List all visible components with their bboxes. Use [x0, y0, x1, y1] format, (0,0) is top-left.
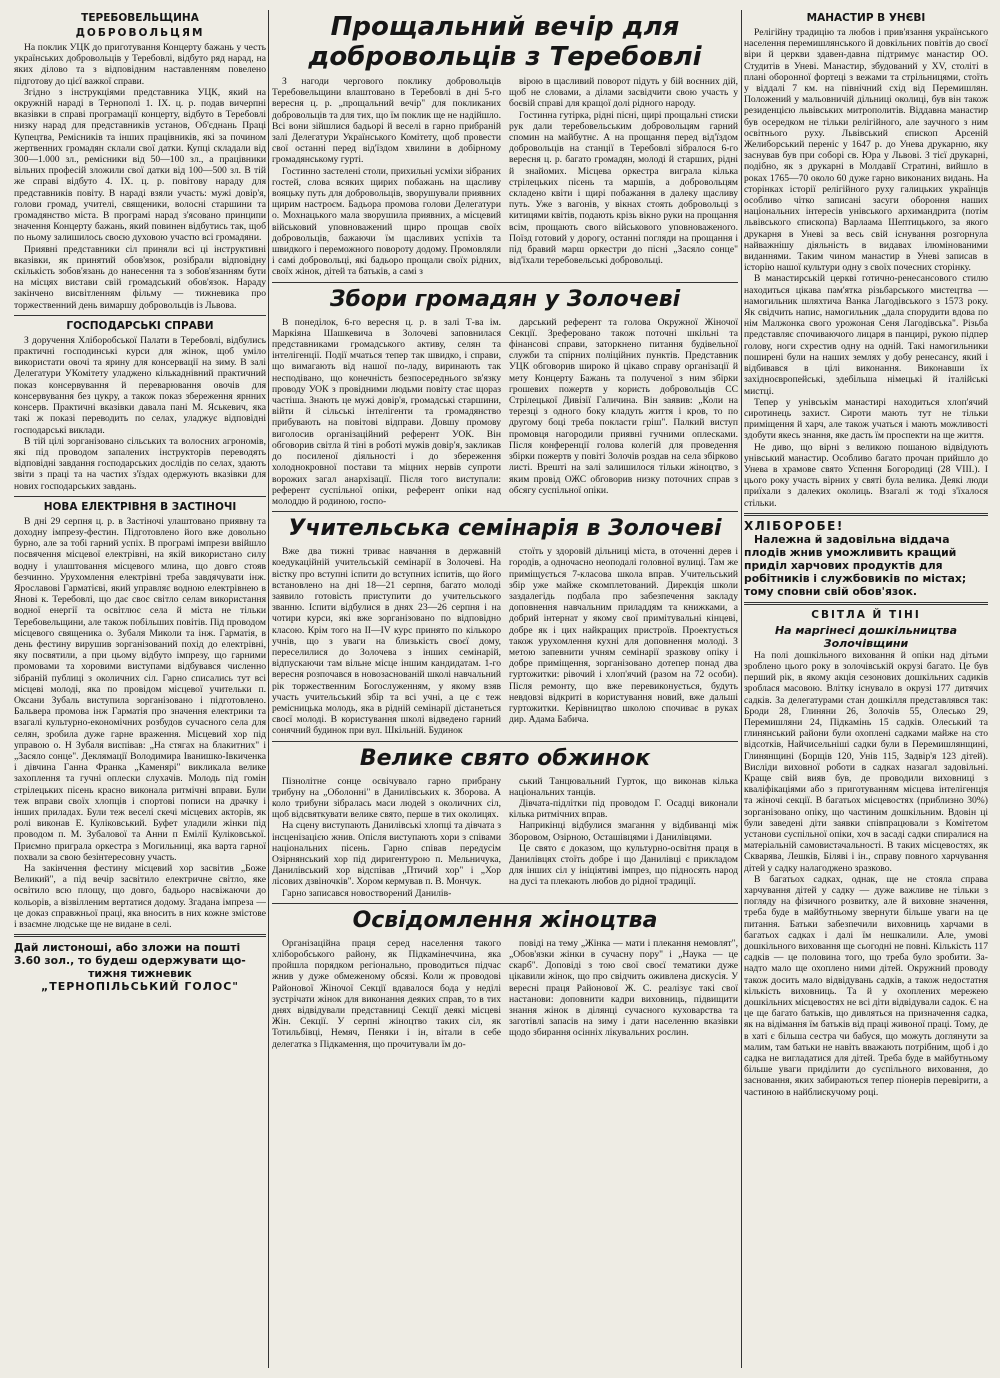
article-heading: Велике свято обжинок — [359, 745, 651, 771]
article-body — [272, 938, 738, 1050]
paragraph: Тепер у унівськім манастирі находиться хлоп'ячий сиротинець захист. Сироти мають тут не тільки приміщення й харч, але також учаться і мають можливості здобути якесь знання, яке дасть їм проспекти на ще життя. — [744, 396, 988, 442]
paragraph: повіді на тему „Жінка — мати і плекання немовлят", „Обов'язки жінки в сучасну пору" і „Наука — це скарб". Доповіді з тою свої своєї тематики дуже цікавили жінок, що про свідчить оживлена дискусія. У вересні праця Районової Ж. С. реалізує такі свої настанови: доповнити кадри виховниць, підвищити знання жінок в ділянці сучасного куховарства та заготівлі запасів на зиму і дати населенню вказівки щодо збирання осінніх лікувальних рослин. — [509, 937, 738, 1039]
article-body — [744, 27, 988, 509]
divider — [14, 496, 266, 497]
paragraph: Пізнолітне сонце освічувало гарно прибрану трибуну на „Оболонні" в Данилівських к. Зборова. А коло трибуни зібралась маси людей з околичних сіл, щоб відсвяткувати велике свято, перше в тих околицях. — [272, 775, 501, 821]
divider — [744, 513, 988, 516]
article-body — [14, 516, 266, 931]
paragraph: Гарно записався новостворений Данилів- — [282, 887, 452, 899]
article-heading: Учительська семінарія в Золочеві — [288, 516, 722, 542]
divider — [272, 511, 738, 512]
article-heading: Освідомлення жіноцтва — [352, 907, 658, 933]
paragraph: В дні 29 серпня ц. р. в Застіночі улаштовано приявну та доходну імпрезу-фестин. Підготовлено його вже довольно бурно, але за тобі гарний успіх. В програмі імпрези ввійшло посвячення місцевої електрівні, на якій використано силу водну і улаштовання місцевого млина, що довго стояв безчинно. Урухомлення електрівні треба завдячувати інж. Ярославові Гарматієві, який управляє водною електрівнею в Янові к. Теребовлі, що дає своє світло селам використання водної енергії та освітлює села й міста не тільки Теребовельщини, але також побільших повітів. Під проводом місцевого священика о. Зубаля Миколи та інж. Гарматія, в день фестину вирушив зорганізований похід до електрівні, яку посвятили, а при цьому відбуто імпрезу, що гарними промовами та хоровими виступами відбувався численно зібраній публиці з околичних сіл. Гарно списались тут всі місцеві молоді, яка по провідом місцевої учительки п. Оксани Зубаль виступила зорганізовано і підготовлено. Бальвера промова інж Гарматія про значення електрики та взагалі культурно-економічних розбудов сучасного села для селян, зробила дуже гарне враження. Місцевий хор під управою о. Н Зубаля виспівав: „На стягах на блакитних" і „Засяло сонце". Деклямації Володимира Іванишко-Івкиченка і дівчина Ганна Франка „Каменярі" викликала велике захоплення та гучні оплески слухачів. Молодь під гомін стрілецьких пісень красно виконала ритмічні вправи. Були теж вправи своїх хлопців і спортові пописи на драчку і інших приладах. Були теж веселі скечі місцевих акторів, як ролі виконав Е. Куліковський. Буфет уладили жінки під проводом п. М. Зубалової та Анни п Емілії Куліковської. Приємно приграла оркестра з Могильниці, яка варта гарної похвали за свою безінтересовну участь. — [14, 515, 266, 863]
appeal-title: ХЛІБОРОБЕ! — [744, 518, 844, 533]
paragraph: З доручення Хліборобської Палати в Теребовлі, відбулись практичні господинські курси для жінок, щоб уміло використати овочі та ярину для консервації на зиму. В залі Делегатури УКомітету уладжено кількаднівний практичний показ консервування й переварювання овочів для консервування без цукру, а також показ збереження ярнних консерв. Практичні вказівки давала пані М. Яськевич, яка такі ж показі переводить по селах, уладжує відповідні господарські виклади. — [14, 334, 266, 436]
divider — [272, 282, 738, 283]
paragraph: ський Танцювальний Гурток, що виконав кілька національних танців. — [509, 775, 738, 798]
paragraph: Гостинно застелені столи, прихильні усміхи зібраних гостей, слова всяких щирих побажань на щасливу вояцьку путь для добровольців, зворушували приявних щирим настроєм. Бадьора промова голови Делегатури о. Мохнацького мала зворушила приявних, а місцевий військовий уповноважений щиро прощав своїх добровольців, бажаючи їм щасливих успіхів та швидкого і переможного повороту додому. Промовляли і самі добровольці, які бадьоро прощали своїх рідних, своїх жінок, дітей та батьків, а самі з — [272, 165, 501, 278]
article-heading: ГОСПОДАРСЬКІ СПРАВИ — [66, 319, 214, 332]
paragraph: На сцену виступають Данилівські хлопці та дівчата з інсценізацією жнив. Опісля виступають хори з співами національних пісень. Гарно співав передусім Озірнянський хор під диригентурою п. Мельничука, Данилівський хор відспівав „Птичий хор" і „Хор лісових дзвіночків". Хором кермував п. В. Мончук. — [272, 820, 501, 888]
article-body — [744, 650, 988, 1098]
paragraph: Гостинна гутірка, рідні пісні, щирі прощальні стиски рук дали теребовельським добровольцям гарний спомин на майбутнє. А на прощання перед від'їздом добровольців на станції в Теребовлі зібралося 6-го вересня ц. р. багато громадян, молоді й старших, рідні й знайомих. Місцева оркестра виграла кілька стрілецьких пісень та маршів, а добровольцям складено квіти і щирі побажання в далеку щасливу путь. Уже з вагонів, у вікнах стоять добровольці з китицями квітів, подають крізь вікно руки на прощання всім, прощають свого військового уповноваженого. Поїзд готовий у дорогу, останні погляди на прощання і під бравий марш оркестри до пісні „Засяло сонце" від'їхали теребовельські добровольці. — [509, 109, 738, 267]
article-heading: Збори громадян у Золочеві — [329, 286, 681, 312]
notice-text: тижня тижневик — [88, 967, 192, 981]
paragraph: З нагоди чергового поклику добровольців Теребовельщини влаштовано в Теребовлі в дні 5-го вересня ц. р. „прощальний вечір" для покликаних добровольців та для тих, що їм поклик ще не надійшло. Всі вони зійшлися бадьорі й веселі в гарно прибраній залі Делегатури Українського Комітету, щоб провести свої останні перед від'їздом хвилини в добірному громадянському гурті. — [272, 76, 501, 166]
article-body — [272, 76, 738, 278]
paragraph: В багатьох садках, однак, ще не стояла справа харчування дітей у садку — дуже важливе не тільки з погляду на фізичного розвитку, але й виховне значення, треба буде в майбутньому звернути більше уваги на це питання. Батьки забезпечили виховниць харчами в багатьох садках і далі їм нешкалили. Але, умові дошкільного виховання ще сьогодні не повні. Кількість 117 садків — це половина того, що треба було зробити. За-надто мало ще охоплено ними дітей. Окружний проводу також досить мало відвідувань садків, а також недостатня кількість виховниць. Та й у охоплених мережею дошкільних місцевостях не всі діти відвідували садок. Є на це ще багато батьків, що дивляться на призначення садка, як на відімання їм батьків від праці живоної праці. Тому, де в хаті є більша сестра чи бабуся, що можуть доглянути за малим, там батьки не навіть вважають потрібним, щоб і до садка не вигладатися для дітей. Треба буде в майбутньому більше уваги приділити до суспільного виховання, до засновання, яких забираються тепер піонерів перевірити, а частиною в найблискучому році. — [744, 873, 988, 1098]
notice-text: Дай листоноші, або зложи на пошті 3.60 зол., то будеш одержувати що- — [14, 941, 246, 968]
paragraph: стоїть у здоровій дільниці міста, в оточенні дерев і городів, а одночасно неоподалі головної вулиці. Там же приміщується 7-класова школа вправ. Учительський збір уже майже скомплетований. Дирекція школи заздалегідь подбала про забезпечення закладу доповнення навчальним приладдям та книжками, а добрий інтернат у якому свої примітувальні кінцеві, добре як і цих найкращих пристроїв. Проектується також урухомлення кухні для доповнення молоді. З метою запевнити учням семінарії зразкову опіку і добре приміщення, зорганізовано дотепер понад два гуртожитки: рівочий і хлоп'ячий (разом на 72 особи). Після ремонту, що вже перевиконується, будуть невдовзі відкриті в користування новий, вже дальші гуртожитки. Керівництво школою спочиває в руках дир. Адама Бабича. — [509, 546, 738, 726]
column-divider — [268, 10, 269, 1368]
right-column — [744, 10, 988, 1370]
paragraph: дарський референт та голова Окружної Жіночої Секції. Зреферовано також поточні шкільні та фінансові справи, заторкнено питання будівельної служби та спірних поліційних пунктів. Представник УЦК обговорив широко й цікаво справу організації й мету Концерту Бажань та полученої з ним збірки грошевих пожертв у користь добровольців СС Стрілецької Дивізії Галичина. Він заявив: „Коли на терезці з одного боку кладуть життя і кров, то по другому боці треба покласти гріш". Палкий виступ промовця нагородили приявні гучними оплесками. Після конференції голова колегій для проведення збірки пожертв у повіті Золочів роздав на села збірково листі. Врешті на залі залишилося тільки жіноцтво, з яким провід ОЖС обговорив низку поточних справ з обсягу суспільної опіки. — [509, 316, 738, 496]
newspaper-name: „ТЕРНОПІЛЬСЬКИЙ ГОЛОС" — [40, 980, 240, 994]
article-body — [272, 776, 738, 899]
paragraph: Це свято є доказом, що культурно-освітня праця в Данилівцях стоїть добре і що Данилівці є прикладом для інших сіл у ініціятиві імпрез, що підносять народ на дусі та плекають любов до рідної традиції. — [509, 842, 738, 888]
article-body — [272, 546, 738, 736]
paragraph: На поклик УЦК до приготування Концерту бажань у честь українських добровольців у Теребовлі, відбуто ряд нарад, на яких ділово та з відповідним наставленням повелено підготову до цієї важкої справи. — [14, 42, 266, 87]
paragraph: В понеділок, 6-го вересня ц. р. в залі Т-ва ім. Маркіяна Шашкевича в Золочеві заповнилася представниками громадського активу, селян та інтелігенції. Події мчаться тепер так швидко, і справи, що вимагають від нашої по-ладу, виринають так несподівано, що конечність безпосереднього зв'язку проводу УОК з провідними людьми повіту стає щораз частіша. Знають це мужі довір'я, громадські старшини, війти й сільські інтелігенти та громадянство прибувають на повітові відправи. Довшу промову виголосив організаційний референт УОК. Він обговорив світла й тіні в роботі мужів довір'я, закликав до посиленої діяльності і до збереження холоднокровної постави та міцних нервів супроти ворожих загал анархізації. Після того виступали: референт суспільної опіки, референт опіки над молоддю й родиною, госпо- — [272, 316, 501, 507]
divider — [14, 315, 266, 316]
divider — [272, 903, 738, 904]
paragraph: Релігійну традицію та любов і прив'язання українського населення перемишлянського й довкільних повітів до своєї віри й церкви здавен-давна підтримує манастир ОО. Студитів в Уневі. Манастир, збудований у XV, століті в плані оборонної фортеці з вежами та стрільницями, стоїть у віддалі 7 км. на північний схід від Перемишлян. Положений у мальовничій дільниці околиці, був він також резиденцією львівських митрополитів. Віддавна манастир був осередком не тільки релігійного, але заучного з ним освітнього руху. Львівський єпископ Арсеній Желиборський переніс у 1647 р. до Унева друкарню, яку заснував був при соборі св. Юра у Львові. З тієї друкарні, подібно, як з друкарні в Молдавії Стратині, вийшло в роках 1765—70 около 60 дуже гарно виконаних видань. На сторінках історії релігійного руху галицьких українців особливо чітко записані засуги обороння наших національних інтересів унівського архимандрита (потім львівського єпископа) Варлаама Шептицького, за якого друкарня в Уневі за весь свій існування розгорнула найважнішу діяльність в видавах ілюмінованими виданнями. Таким чином манастир в Уневі записав в історію нашої культури одну з своїх почесних сторінку. — [744, 27, 988, 274]
subscription-notice — [14, 941, 266, 993]
paragraph: Вже два тижні триває навчання в державній коедукаційній учительській семінарії в Золочеві. На вістку про вступні іспити до вступних іспитів, що його встановлено на дні 18—21 серпня, багато молоді заявило готовість приступити до учительського званню. Іспити відбулися в днях 23—26 серпня і на чотири курси, які вже зорганізовано по відповідно класою. Крім того на II—IV курс принято по кількоро учнів, що з уваги на близькість своєї дому, переселилися до Золочева з інших семінарій, відпускаючи там вільне місце іншим кандидатам. 1-го вересня розпочався в новозаснованій школі навчальний рік торжественним Богослуженням, у якому взяв участь учительський збір та всі учні, а це є теж ремісницька молодь, яка в рідній семінарії дістанеться своєї молоді. В користування школі відведено гарний сонячний будинок при вул. Шкільній. Будинок — [272, 546, 501, 737]
paragraph: В тій цілі зорганізовано сільських та волосних агрономів, які під проводом запалених інструкторів переводять відповідні завдання господарських дослідів по селах, здають звіти з праці та на частих з'їздах одержують вказівки для нових господарських завдань. — [14, 435, 266, 492]
article-heading: Прощальний вечір для добровольців з Теребовлі — [308, 12, 702, 72]
article-heading: НОВА ЕЛЕКТРІВНЯ В ЗАСТІНОЧІ — [43, 500, 237, 513]
paragraph: На полі дошкільного виховання й опіки над дітьми зроблено цього року в золочівській окрузі багато. Це був перший рік, в якому акція сезонових дошкільних садиків зроблася масовою. Влітку існувало в окрузі 177 дитячих садків. За делегатурами стан дошкілля представлявся так: Броди 28, Глиняни 26, Золочів 55, Олесько 29, Перемишляни 24, Підкамінь 15 садків. Олеський та глинянський райони були охоплені садками майже на сто відсотків, Найчисельніші садки були в Перемишлянщині, Глинянщині (Борщів 120, Унів 115, Задвір'я 123 дітей). Висліди виховної роботи в садках назагал задовільні. Краще свій вияв був, де проводили виховниці з кваліфікаціями або з приготуванням місцева інтелігенція та жіночі секції. В багатьох місцевостях (приблизно 30%) зорганізовано опіку, що частиним дошкільним. Вдовін ці були заведені діти заявки співпрацювали з Комітетом установи суспільної опіки, хоч в засаді садки спиралися на матеріальній самовистачальності. В таких місцевостях, як Скварява, Лешків, Біляві і ін., справу повного харчування дітей у садку налагоджено зразково. — [744, 649, 988, 874]
column-divider — [741, 10, 742, 1368]
article-heading: МАНАСТИР В УНЄВІ — [806, 12, 926, 24]
divider — [744, 602, 988, 605]
article-subheading: ДОБРОВОЛЬЦЯМ — [75, 27, 205, 39]
middle-columns — [272, 10, 738, 1370]
paragraph: В манастирській церкві готично-ренесансового стилю находиться цікава пам'ятка різьбарського мистецтва — намогильник шляхтича Ванка Лагодівського з 1573 року. Як свідчить напис, намогильник „дала спорудити вдова по нім Малжонка свого урожоная Сеня Лагодівська". Різьба представляє спочиваючого лицаря в панцирі, рукою підпер голову, ноги схрестив одну на одній. Такі намогильники поширені були на наших землях у добу ренесансу, який і відбивався в цілі виконання. Виконавши їх західноєвропейські, здебільша німецькі й італійські мистці. — [744, 273, 988, 397]
divider — [14, 934, 266, 937]
paragraph: Організаційна праця серед населення такого хліборобського району, як Підкамінеччина, яка пройшла порядком регіонально, проводиться підчас жнив у дуже обмеженому обсязі. Коли ж проводові Районової Жіночої Секції вдавалося бода у неділі зустрічати жінок для виконання деяких справ, то в тих днях відвідували представниці Секції деякі місцеві Жін. Секції. У серпні жіноцтво таких сіл, як Тотильбівці, Немяч, Пеняки і ін, вітали в себе делегатка з Підкамення, що прочитували їм до- — [272, 937, 501, 1050]
article-body — [14, 42, 266, 311]
article-body — [14, 335, 266, 492]
farmer-appeal-box — [744, 520, 988, 598]
left-column — [14, 10, 266, 1370]
article-subheading: На маргінесі дошкільництва Золочівщини — [774, 623, 958, 650]
article-heading: ТЕРЕБОВЕЛЬЩИНА — [81, 12, 199, 24]
paragraph: Приявні представники сіл приняли всі ці інструктивні вказівки, як принятий обов'язок, розібрали відповідну скількість зобов'язань до нанесення та з зобов'язанням бути на місцях вистави свій громадський обов'язок. Нараду закінчено висвітленням фільму — тижневика про торжественний день вимаршу добровольців із Львова. — [14, 243, 266, 311]
paragraph: вірою в щасливий поворот підуть у бій воєнних дій, щоб не словами, а ділами засвідчити свою участь у боєвій справі для кращої долі рідного народу. — [509, 76, 738, 110]
article-heading: СВІТЛА Й ТІНІ — [811, 608, 921, 621]
paragraph: Згідно з інструкціями представника УЦК, який на окружній нараді в Тернополі 1. IX. ц. р. подав вичерпні вказівки в справі програмації концерту, відбуто в Теребовлі низку нарад для представників установ, Об'єднань Праці Купецтва, Ремісників та інших працівників, які за почином жертвенних громадян склали свої датки. Купці складали від 300—1.000 зл., ремісники від 50—100 зл., а працівники вільних професій зложили свої датки від 100—500 зл. В тій же справі відбуто 4. IX. ц. р. повітову нараду для представників повіту. В нараді взяли участь: мужі довір'я, голови громад, учителі, священики, волосні старшини та громадянство міста. В програмі нарад з'ясовано принципи значення Концерту бажань, який повинен відбутись так, щоб по ньому залишилось своєю духовою участю всі громадяни. — [14, 86, 266, 244]
divider — [272, 741, 738, 742]
paragraph: Не диво, що вірні з великою пошаною відвідують унівський манастир. Особливо багато прочан прийшло до Унева в храмове свято Успення Богородиці (28 VIII.). І цього року участь вірних у святі була велика. Деякі люди приїхали з далеких околиць. Взагалі ж тоді з'їхалося стільки. — [744, 441, 988, 509]
paragraph: На закінчення фестину місцевий хор засвітив „Боже Великий", а під вечір засвітило електричне світло, яке освітило всю площу, що довго, бадьоро насвіжаючи до кольорів, а візвілленим вертатися додому. Згадана імпреза — це доказ справжньої праці, яка вносить в них кожне змістове і взаємне людське ще не видане в селі. — [14, 863, 266, 931]
paragraph: Наприкінці відбулися змагання у відбиванці між Зборовом, Озірною, Осташівцями і Данилівцями. — [509, 820, 738, 843]
appeal-text: Належна й задовільна віддача плодів жнив уможливить кращий приділ харчових продуктів для робітників і службовиків по містах; тому сповни свій обов'язок. — [744, 532, 967, 598]
paragraph: Дівчата-підлітки під проводом Г. Осадці виконали кілька ритмічних вправ. — [509, 797, 738, 821]
article-body — [272, 317, 738, 507]
